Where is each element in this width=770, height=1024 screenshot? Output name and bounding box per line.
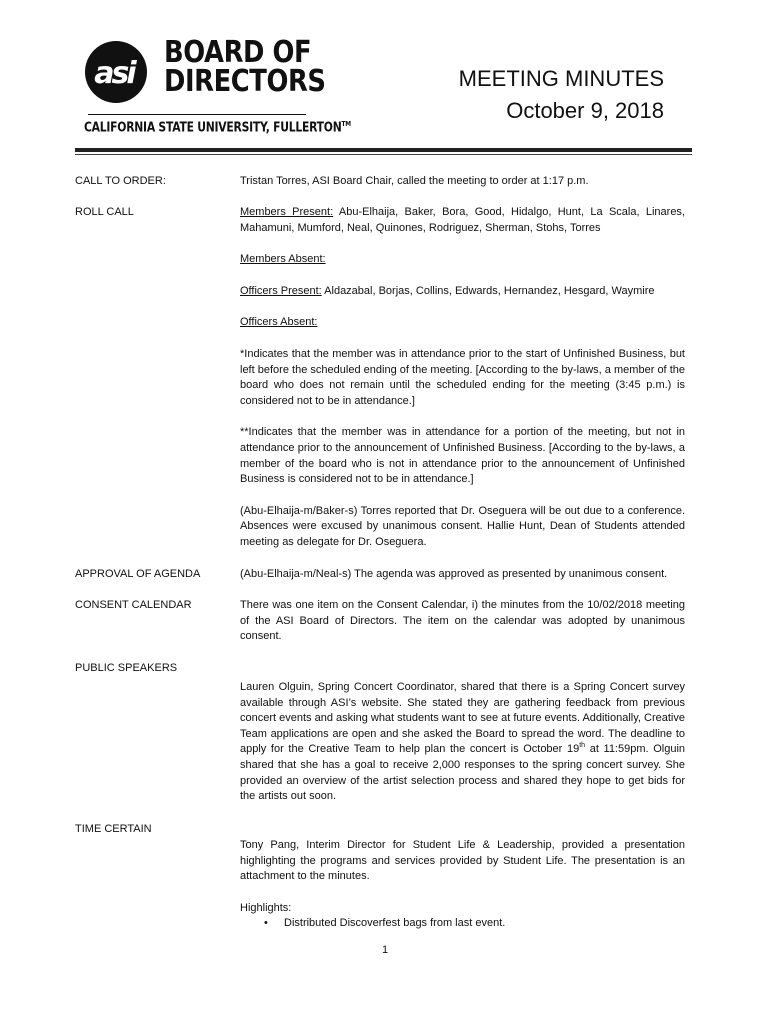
list-item: • Distributed Discoverfest bags from last event. xyxy=(240,916,685,932)
section-label: ROLL CALL xyxy=(75,206,134,218)
logo-divider xyxy=(88,114,306,115)
officers-present: Officers Present: Aldazabal, Borjas, Collins, Edwards, Hernandez, Hesgard, Waymire xyxy=(240,284,655,297)
attendance-note-1: *Indicates that the member was in attendance prior to the start of Unfinished Business, but left before the scheduled ending of the meeting. [According to the by-laws, a member of the board who does not remain until the scheduled ending for the meeting (3:45 p.m.) is considered not to be in attendance.] xyxy=(240,347,685,407)
header-divider-thin xyxy=(75,154,692,155)
members-present: Members Present: Abu-Elhaija, Baker, Bora, Good, Hidalgo, Hunt, La Scala, Linares, Mahamuni, Mumford, Neal, Quinones, Rodriguez, Sherman, Stohs, Torres xyxy=(240,206,685,234)
section-label: TIME CERTAIN xyxy=(75,823,152,835)
meeting-date: October 9, 2018 xyxy=(506,98,664,123)
section-label: CONSENT CALENDAR xyxy=(75,599,192,611)
meeting-header xyxy=(459,63,664,127)
section-label: CALL TO ORDER: xyxy=(75,175,166,187)
section-label: PUBLIC SPEAKERS xyxy=(75,662,178,674)
page-number: 1 xyxy=(381,944,389,956)
attendance-note-2: **Indicates that the member was in attendance for a portion of the meeting, but not in attendance prior to the announcement of Unfinished Business. [According to the by-laws, a member of the board who is not in attendance prior to the announcement of Unfinished Business is considered not to be in attendance.] xyxy=(240,426,685,486)
logo-title: BOARD OF DIRECTORS xyxy=(164,35,326,99)
highlights-label: Highlights: xyxy=(240,901,292,914)
bullet-icon: • xyxy=(264,917,268,930)
section-text: Lauren Olguin, Spring Concert Coordinator, shared that there is a Spring Concert survey available through ASI’s website. She stated they are gathering feedback from previous concert events and asking what students want to see at future events. Additionally, Creative Team applications are open and she asked the Board to spread the word. The deadline to apply for the Creative Team to help plan the concert is October 19th at 11:59pm. Olguin shared that she has a goal to receive 2,000 responses to the spring concert survey. She provided an overview of the artist selection process and shared they hope to get bids for the artists out soon. xyxy=(240,681,686,803)
section-label: APPROVAL OF AGENDA xyxy=(75,568,201,580)
header-divider xyxy=(75,148,692,152)
officers-absent: Officers Absent: xyxy=(240,316,318,329)
logo-subtitle: CALIFORNIA STATE UNIVERSITY, FULLERTON™ xyxy=(84,120,351,136)
asi-mark-icon xyxy=(84,40,148,104)
svg-text:asi: asi xyxy=(94,56,134,91)
section-text: Tony Pang, Interim Director for Student Life & Leadership, provided a presentation highlighting the programs and services provided by Student Life. The presentation is an attachment to the minutes. xyxy=(240,839,685,883)
roll-call-content xyxy=(240,205,685,567)
section-text: There was one item on the Consent Calendar, i) the minutes from the 10/02/2018 meeting of the ASI Board of Directors. The item on the calendar was adopted by unanimous consent. xyxy=(240,599,685,643)
section-text: (Abu-Elhaija-m/Neal-s) The agenda was approved as presented by unanimous consent. xyxy=(240,568,668,580)
section-text: Tristan Torres, ASI Board Chair, called the meeting to order at 1:17 p.m. xyxy=(240,175,589,187)
members-absent: Members Absent: xyxy=(240,253,326,266)
document-title: MEETING MINUTES xyxy=(458,66,664,91)
time-certain-content xyxy=(240,838,685,948)
absence-note: (Abu-Elhaija-m/Baker-s) Torres reported that Dr. Oseguera will be out due to a conference. Absences were excused by unanimous consent. Hallie Hunt, Dean of Students attended meeting as delegate for Dr. Oseguera. xyxy=(240,504,685,548)
asi-logo xyxy=(82,35,351,138)
